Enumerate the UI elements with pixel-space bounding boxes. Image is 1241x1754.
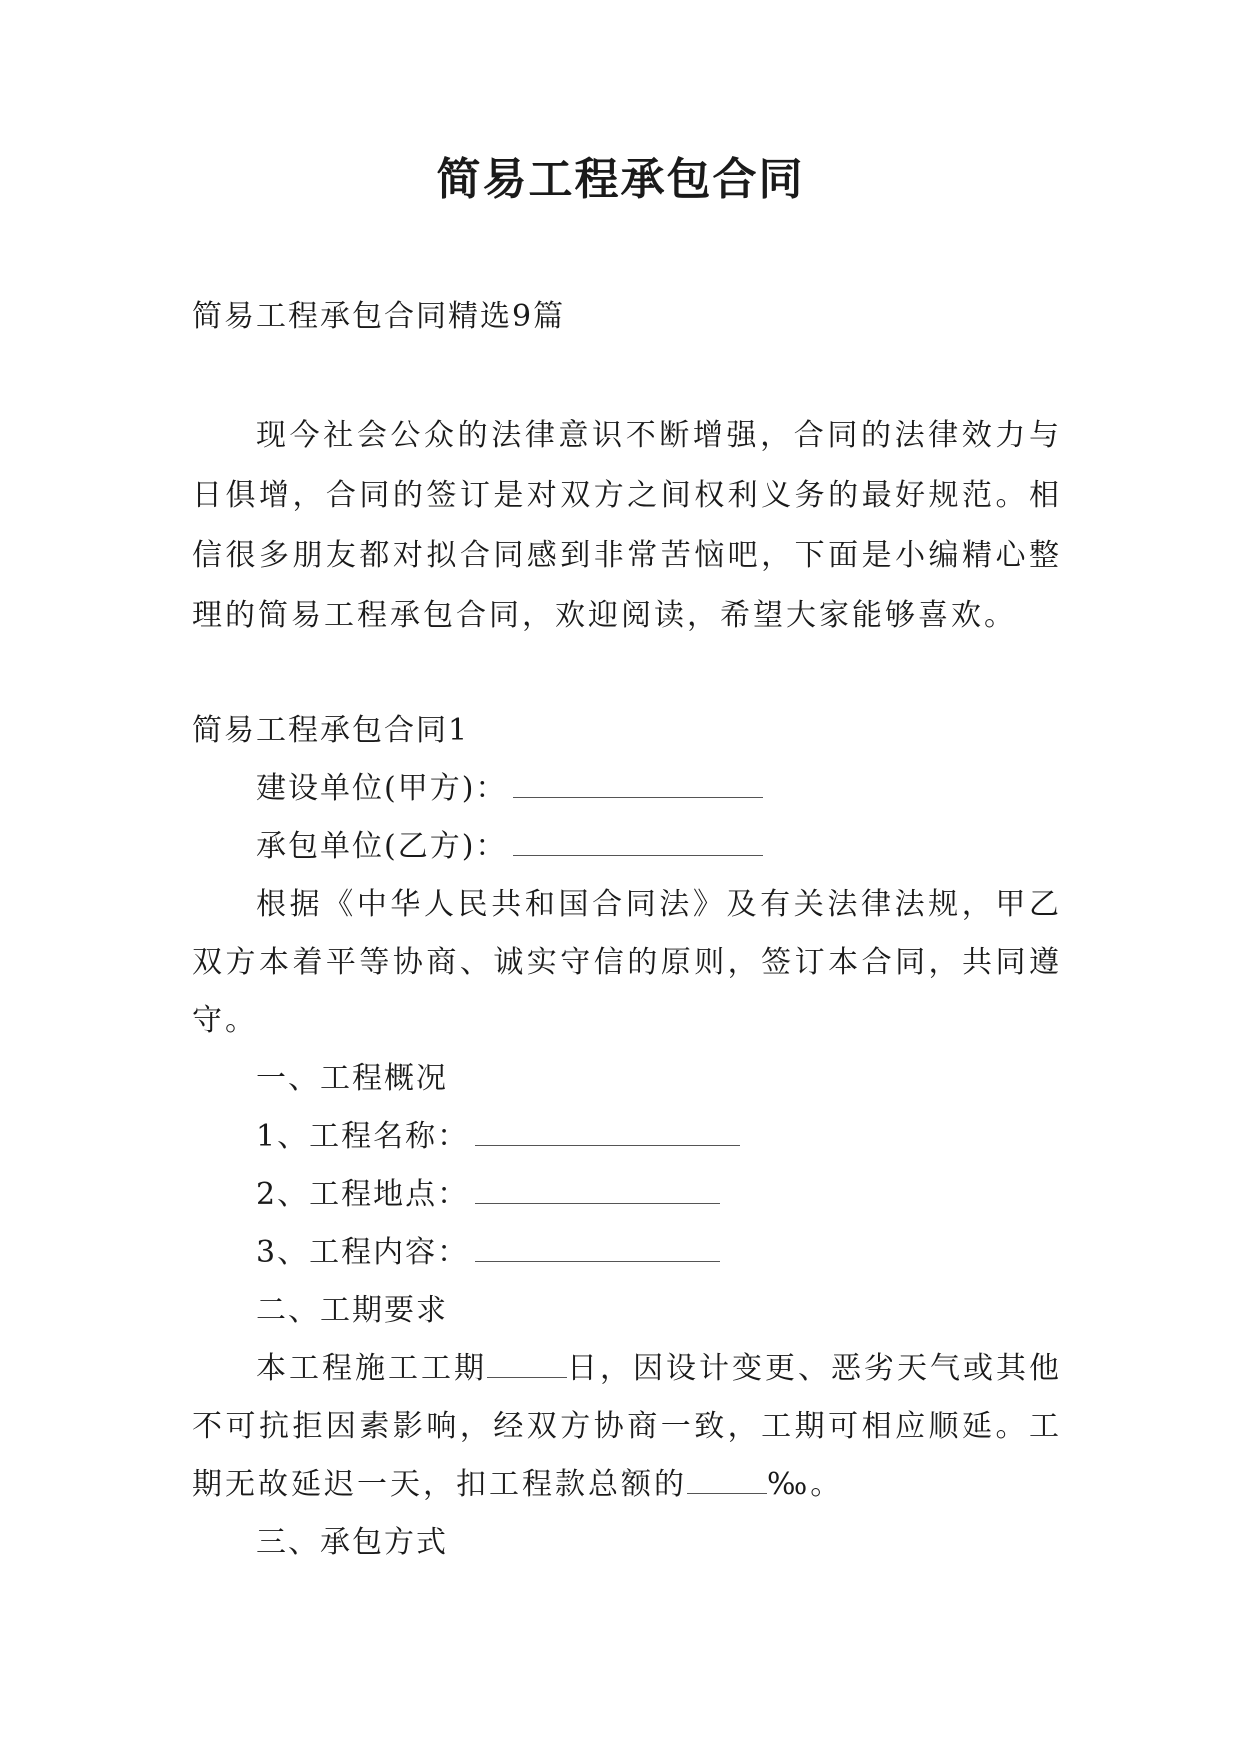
- project-name-label: 1、工程名称：: [256, 1119, 470, 1154]
- project-name-line: [192, 1108, 1062, 1166]
- project-location-line: [192, 1166, 1062, 1224]
- party-b-line: [192, 818, 1062, 876]
- project-content-blank: [475, 1227, 720, 1262]
- party-a-line: [192, 760, 1062, 818]
- contract-mode-heading: 三、承包方式: [256, 1525, 448, 1560]
- document-title: 简易工程承包合同: [436, 154, 805, 205]
- party-b-blank: [513, 821, 763, 856]
- party-a-blank: [513, 763, 763, 798]
- contract-body: [192, 702, 1062, 1572]
- schedule-text-3: ‰。: [767, 1467, 844, 1502]
- party-a-label: 建设单位(甲方)：: [256, 771, 508, 806]
- project-name-blank: [475, 1111, 740, 1146]
- overview-heading: 一、工程概况: [256, 1061, 448, 1096]
- basis-paragraph: 根据《中华人民共和国合同法》及有关法律法规，甲乙双方本着平等协商、诚实守信的原则，签订本合同，共同遵守。: [192, 887, 1062, 1038]
- schedule-paragraph: [192, 1340, 1062, 1514]
- duration-days-blank: [487, 1345, 567, 1378]
- project-content-line: [192, 1224, 1062, 1282]
- project-location-label: 2、工程地点：: [256, 1177, 470, 1212]
- project-content-label: 3、工程内容：: [256, 1235, 470, 1270]
- schedule-heading: 二、工期要求: [256, 1293, 448, 1328]
- party-b-label: 承包单位(乙方)：: [256, 829, 508, 864]
- schedule-text-1: 本工程施工工期: [256, 1351, 487, 1386]
- section-heading: 简易工程承包合同1: [192, 713, 470, 748]
- penalty-rate-blank: [687, 1461, 767, 1494]
- schedule-text-2: 日，因设计变更、恶劣天气或其他不可抗拒因素影响，经双方协商一致，工期可相应顺延。工期无故延迟一天，扣工程款总额的: [192, 1351, 1062, 1502]
- intro-paragraph: 现今社会公众的法律意识不断增强，合同的法律效力与日俱增，合同的签订是对双方之间权利义务的最好规范。相信很多朋友都对拟合同感到非常苦恼吧，下面是小编精心整理的简易工程承包合同，欢迎阅读，希望大家能够喜欢。: [192, 418, 1062, 633]
- document-subtitle: 简易工程承包合同精选9篇: [192, 299, 566, 334]
- project-location-blank: [475, 1169, 720, 1204]
